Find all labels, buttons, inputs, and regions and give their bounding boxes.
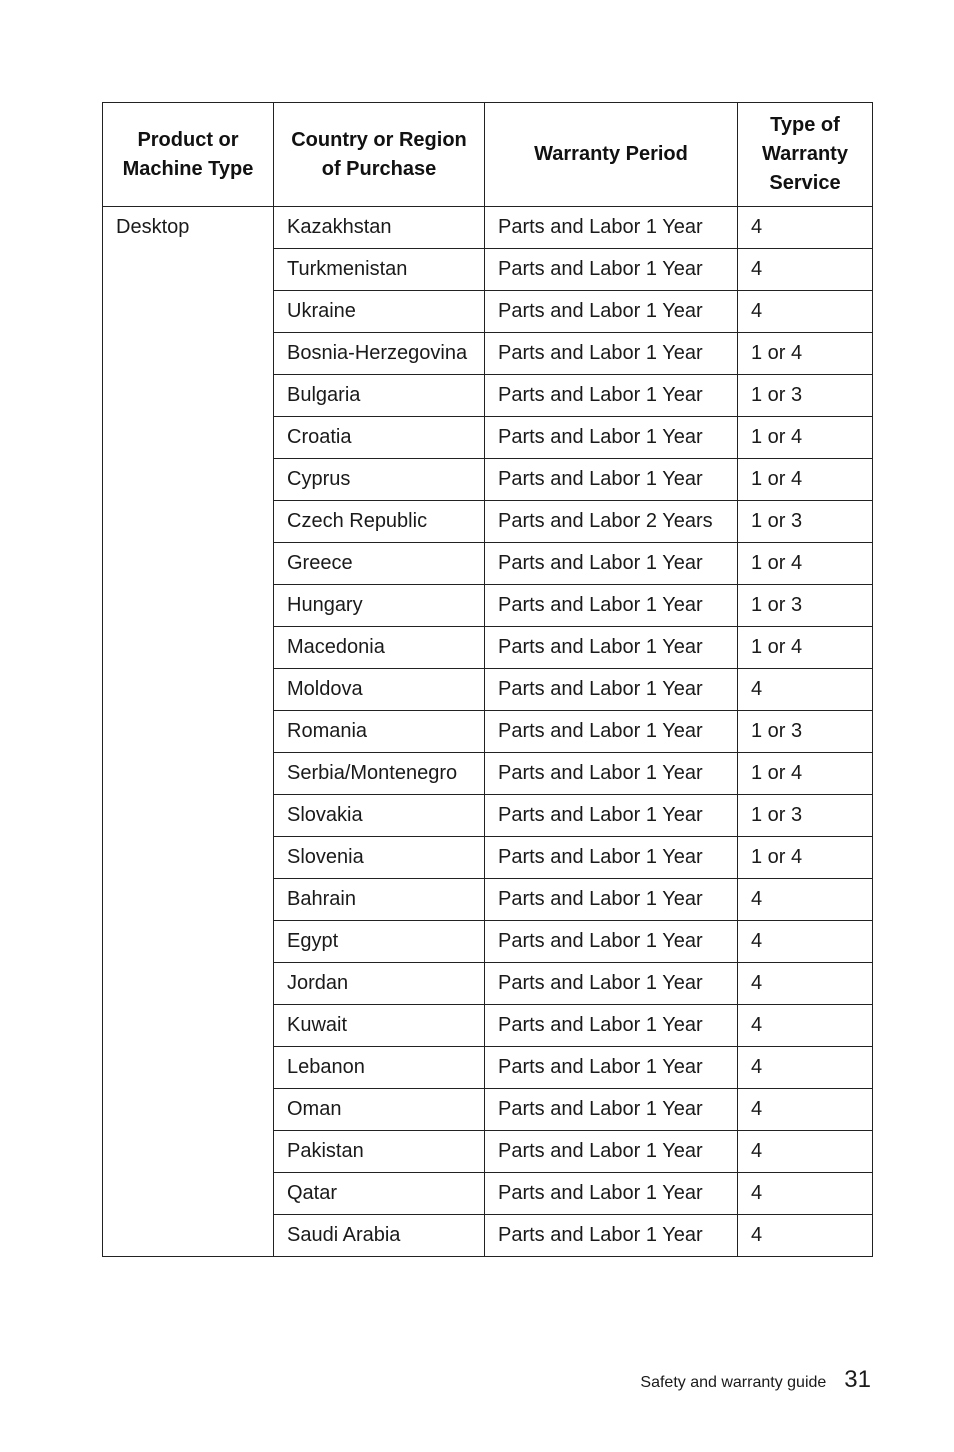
- period-cell: Parts and Labor 1 Year: [485, 963, 738, 1005]
- service-cell: 4: [738, 1215, 873, 1257]
- warranty-table: [102, 102, 873, 1257]
- country-cell: Hungary: [274, 585, 485, 627]
- service-cell: 4: [738, 1089, 873, 1131]
- country-cell: Croatia: [274, 417, 485, 459]
- service-cell: 4: [738, 1173, 873, 1215]
- header-country: Country or Region of Purchase: [274, 103, 485, 207]
- product-cell: Desktop: [103, 207, 274, 1257]
- header-period: Warranty Period: [485, 103, 738, 207]
- period-cell: Parts and Labor 1 Year: [485, 207, 738, 249]
- service-cell: 4: [738, 963, 873, 1005]
- country-cell: Kuwait: [274, 1005, 485, 1047]
- country-cell: Greece: [274, 543, 485, 585]
- table-header: [103, 103, 873, 207]
- period-cell: Parts and Labor 1 Year: [485, 921, 738, 963]
- country-cell: Slovakia: [274, 795, 485, 837]
- period-cell: Parts and Labor 1 Year: [485, 711, 738, 753]
- period-cell: Parts and Labor 1 Year: [485, 627, 738, 669]
- service-cell: 1 or 4: [738, 627, 873, 669]
- country-cell: Pakistan: [274, 1131, 485, 1173]
- country-cell: Bosnia-Herzegovina: [274, 333, 485, 375]
- footer-label: Safety and warranty guide: [640, 1374, 827, 1391]
- page-footer: [640, 1366, 871, 1394]
- header-product: Product or Machine Type: [103, 103, 274, 207]
- service-cell: 4: [738, 921, 873, 963]
- country-cell: Egypt: [274, 921, 485, 963]
- period-cell: Parts and Labor 1 Year: [485, 1005, 738, 1047]
- service-cell: 4: [738, 207, 873, 249]
- period-cell: Parts and Labor 1 Year: [485, 543, 738, 585]
- period-cell: Parts and Labor 1 Year: [485, 249, 738, 291]
- period-cell: Parts and Labor 1 Year: [485, 795, 738, 837]
- period-cell: Parts and Labor 1 Year: [485, 333, 738, 375]
- service-cell: 1 or 3: [738, 501, 873, 543]
- country-cell: Lebanon: [274, 1047, 485, 1089]
- country-cell: Bahrain: [274, 879, 485, 921]
- service-cell: 4: [738, 1005, 873, 1047]
- country-cell: Serbia/Montenegro: [274, 753, 485, 795]
- period-cell: Parts and Labor 1 Year: [485, 1131, 738, 1173]
- period-cell: Parts and Labor 1 Year: [485, 669, 738, 711]
- country-cell: Turkmenistan: [274, 249, 485, 291]
- service-cell: 1 or 3: [738, 585, 873, 627]
- period-cell: Parts and Labor 1 Year: [485, 417, 738, 459]
- country-cell: Bulgaria: [274, 375, 485, 417]
- service-cell: 4: [738, 669, 873, 711]
- period-cell: Parts and Labor 1 Year: [485, 753, 738, 795]
- header-service: Type of Warranty Service: [738, 103, 873, 207]
- period-cell: Parts and Labor 2 Years: [485, 501, 738, 543]
- service-cell: 4: [738, 291, 873, 333]
- period-cell: Parts and Labor 1 Year: [485, 879, 738, 921]
- country-cell: Saudi Arabia: [274, 1215, 485, 1257]
- period-cell: Parts and Labor 1 Year: [485, 1047, 738, 1089]
- service-cell: 1 or 4: [738, 543, 873, 585]
- country-cell: Macedonia: [274, 627, 485, 669]
- country-cell: Jordan: [274, 963, 485, 1005]
- country-cell: Qatar: [274, 1173, 485, 1215]
- table-body: [103, 207, 873, 1257]
- period-cell: Parts and Labor 1 Year: [485, 1215, 738, 1257]
- service-cell: 4: [738, 1047, 873, 1089]
- service-cell: 1 or 4: [738, 837, 873, 879]
- service-cell: 4: [738, 249, 873, 291]
- service-cell: 1 or 4: [738, 333, 873, 375]
- country-cell: Slovenia: [274, 837, 485, 879]
- header-row: [103, 103, 873, 207]
- service-cell: 4: [738, 879, 873, 921]
- country-cell: Romania: [274, 711, 485, 753]
- country-cell: Ukraine: [274, 291, 485, 333]
- country-cell: Czech Republic: [274, 501, 485, 543]
- service-cell: 4: [738, 1131, 873, 1173]
- table-row: [103, 207, 873, 249]
- period-cell: Parts and Labor 1 Year: [485, 1089, 738, 1131]
- service-cell: 1 or 3: [738, 795, 873, 837]
- service-cell: 1 or 3: [738, 711, 873, 753]
- period-cell: Parts and Labor 1 Year: [485, 585, 738, 627]
- period-cell: Parts and Labor 1 Year: [485, 837, 738, 879]
- page-number: 31: [844, 1366, 871, 1393]
- period-cell: Parts and Labor 1 Year: [485, 375, 738, 417]
- country-cell: Cyprus: [274, 459, 485, 501]
- country-cell: Moldova: [274, 669, 485, 711]
- period-cell: Parts and Labor 1 Year: [485, 459, 738, 501]
- country-cell: Oman: [274, 1089, 485, 1131]
- country-cell: Kazakhstan: [274, 207, 485, 249]
- period-cell: Parts and Labor 1 Year: [485, 1173, 738, 1215]
- service-cell: 1 or 4: [738, 459, 873, 501]
- service-cell: 1 or 4: [738, 417, 873, 459]
- service-cell: 1 or 4: [738, 753, 873, 795]
- service-cell: 1 or 3: [738, 375, 873, 417]
- period-cell: Parts and Labor 1 Year: [485, 291, 738, 333]
